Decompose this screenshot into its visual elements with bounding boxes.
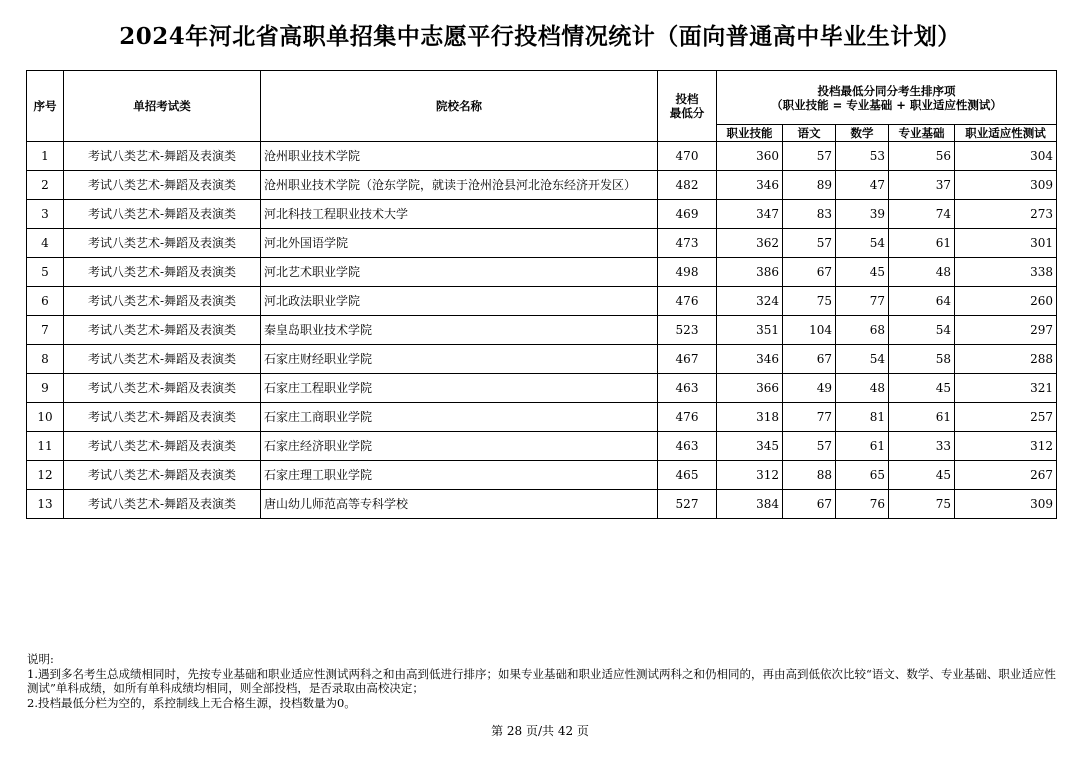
cell-seq: 7: [27, 316, 64, 345]
cell-chinese: 77: [783, 403, 836, 432]
cell-category: 考试八类艺术-舞蹈及表演类: [64, 229, 261, 258]
table-row: [27, 229, 1057, 258]
cell-skill: 346: [717, 171, 783, 200]
table-row: [27, 345, 1057, 374]
cell-adapt: 288: [955, 345, 1057, 374]
cell-min-score: 476: [658, 287, 717, 316]
cell-skill: 360: [717, 142, 783, 171]
cell-math: 61: [836, 432, 889, 461]
cell-min-score: 473: [658, 229, 717, 258]
cell-adapt: 260: [955, 287, 1057, 316]
cell-school: 石家庄工程职业学院: [261, 374, 658, 403]
header-seq: 序号: [27, 71, 64, 142]
cell-skill: 347: [717, 200, 783, 229]
cell-min-score: 476: [658, 403, 717, 432]
cell-base: 37: [889, 171, 955, 200]
cell-chinese: 67: [783, 258, 836, 287]
cell-math: 68: [836, 316, 889, 345]
header-chinese: 语文: [783, 125, 836, 142]
table-row: [27, 403, 1057, 432]
header-rank-group-line1: 投档最低分同分考生排序项: [817, 83, 956, 98]
cell-base: 54: [889, 316, 955, 345]
cell-math: 39: [836, 200, 889, 229]
header-base: 专业基础: [889, 125, 955, 142]
cell-seq: 1: [27, 142, 64, 171]
cell-chinese: 67: [783, 345, 836, 374]
cell-category: 考试八类艺术-舞蹈及表演类: [64, 432, 261, 461]
cell-skill: 346: [717, 345, 783, 374]
cell-min-score: 523: [658, 316, 717, 345]
cell-min-score: 470: [658, 142, 717, 171]
header-rank-group: [717, 71, 1057, 125]
page-title: 2024年河北省高职单招集中志愿平行投档情况统计（面向普通高中毕业生计划）: [119, 23, 961, 50]
cell-adapt: 309: [955, 490, 1057, 519]
cell-school: 沧州职业技术学院: [261, 142, 658, 171]
cell-skill: 324: [717, 287, 783, 316]
cell-skill: 318: [717, 403, 783, 432]
cell-base: 61: [889, 403, 955, 432]
header-min-score: 投档 最低分: [658, 71, 717, 142]
table-row: [27, 171, 1057, 200]
cell-school: 石家庄经济职业学院: [261, 432, 658, 461]
cell-math: 81: [836, 403, 889, 432]
cell-skill: 345: [717, 432, 783, 461]
cell-adapt: 304: [955, 142, 1057, 171]
cell-adapt: 301: [955, 229, 1057, 258]
cell-school: 石家庄财经职业学院: [261, 345, 658, 374]
cell-school: 河北政法职业学院: [261, 287, 658, 316]
header-math: 数学: [836, 125, 889, 142]
cell-school: 石家庄理工职业学院: [261, 461, 658, 490]
cell-base: 48: [889, 258, 955, 287]
cell-category: 考试八类艺术-舞蹈及表演类: [64, 142, 261, 171]
cell-seq: 12: [27, 461, 64, 490]
header-adapt: 职业适应性测试: [955, 125, 1057, 142]
cell-min-score: 463: [658, 374, 717, 403]
cell-adapt: 257: [955, 403, 1057, 432]
cell-skill: 362: [717, 229, 783, 258]
header-skill: 职业技能: [717, 125, 783, 142]
cell-chinese: 88: [783, 461, 836, 490]
cell-adapt: 273: [955, 200, 1057, 229]
cell-adapt: 297: [955, 316, 1057, 345]
cell-adapt: 338: [955, 258, 1057, 287]
cell-adapt: 321: [955, 374, 1057, 403]
cell-math: 77: [836, 287, 889, 316]
cell-min-score: 467: [658, 345, 717, 374]
cell-seq: 8: [27, 345, 64, 374]
cell-min-score: 498: [658, 258, 717, 287]
table-row: [27, 200, 1057, 229]
cell-school: 秦皇岛职业技术学院: [261, 316, 658, 345]
cell-base: 75: [889, 490, 955, 519]
cell-seq: 10: [27, 403, 64, 432]
notes-heading: 说明:: [27, 652, 54, 666]
cell-school: 石家庄工商职业学院: [261, 403, 658, 432]
cell-base: 45: [889, 461, 955, 490]
cell-math: 45: [836, 258, 889, 287]
table-row: [27, 490, 1057, 519]
cell-math: 47: [836, 171, 889, 200]
cell-category: 考试八类艺术-舞蹈及表演类: [64, 374, 261, 403]
cell-adapt: 309: [955, 171, 1057, 200]
cell-skill: 384: [717, 490, 783, 519]
cell-chinese: 75: [783, 287, 836, 316]
cell-math: 54: [836, 229, 889, 258]
table-row: [27, 432, 1057, 461]
cell-base: 45: [889, 374, 955, 403]
cell-chinese: 57: [783, 229, 836, 258]
cell-math: 65: [836, 461, 889, 490]
cell-category: 考试八类艺术-舞蹈及表演类: [64, 490, 261, 519]
cell-chinese: 57: [783, 142, 836, 171]
cell-category: 考试八类艺术-舞蹈及表演类: [64, 200, 261, 229]
cell-base: 58: [889, 345, 955, 374]
cell-adapt: 312: [955, 432, 1057, 461]
cell-min-score: 465: [658, 461, 717, 490]
cell-chinese: 57: [783, 432, 836, 461]
cell-chinese: 49: [783, 374, 836, 403]
notes: [27, 652, 1057, 710]
cell-base: 74: [889, 200, 955, 229]
cell-seq: 11: [27, 432, 64, 461]
cell-category: 考试八类艺术-舞蹈及表演类: [64, 461, 261, 490]
cell-skill: 351: [717, 316, 783, 345]
table-row: [27, 316, 1057, 345]
cell-category: 考试八类艺术-舞蹈及表演类: [64, 403, 261, 432]
cell-skill: 386: [717, 258, 783, 287]
table-body: [27, 142, 1057, 519]
cell-skill: 312: [717, 461, 783, 490]
table-row: [27, 287, 1057, 316]
cell-min-score: 482: [658, 171, 717, 200]
table-row: [27, 374, 1057, 403]
cell-seq: 9: [27, 374, 64, 403]
cell-category: 考试八类艺术-舞蹈及表演类: [64, 258, 261, 287]
cell-math: 48: [836, 374, 889, 403]
cell-seq: 6: [27, 287, 64, 316]
cell-seq: 4: [27, 229, 64, 258]
cell-skill: 366: [717, 374, 783, 403]
cell-seq: 2: [27, 171, 64, 200]
cell-school: 河北外国语学院: [261, 229, 658, 258]
cell-seq: 5: [27, 258, 64, 287]
table-row: [27, 142, 1057, 171]
cell-chinese: 67: [783, 490, 836, 519]
header-rank-group-line2: （职业技能 = 专业基础 + 职业适应性测试）: [771, 97, 1002, 112]
cell-seq: 13: [27, 490, 64, 519]
cell-seq: 3: [27, 200, 64, 229]
cell-chinese: 83: [783, 200, 836, 229]
cell-category: 考试八类艺术-舞蹈及表演类: [64, 316, 261, 345]
cell-category: 考试八类艺术-舞蹈及表演类: [64, 287, 261, 316]
cell-school: 唐山幼儿师范高等专科学校: [261, 490, 658, 519]
cell-base: 56: [889, 142, 955, 171]
header-school: 院校名称: [261, 71, 658, 142]
notes-line-1: 1.遇到多名考生总成绩相同时，先按专业基础和职业适应性测试两科之和由高到低进行排序；如果专业基础和职业适应性测试两科之和仍相同的，再由高到低依次比较“语文、数学、专业基础、职业适应性测试”单科成绩，如所有单科成绩均相同，则全部投档，是否录取由高校决定；: [27, 666, 1056, 695]
cell-category: 考试八类艺术-舞蹈及表演类: [64, 171, 261, 200]
notes-line-2: 2.投档最低分栏为空的，系控制线上无合格生源，投档数量为0。: [27, 695, 356, 710]
cell-base: 61: [889, 229, 955, 258]
header-category: 单招考试类: [64, 71, 261, 142]
cell-min-score: 463: [658, 432, 717, 461]
cell-min-score: 527: [658, 490, 717, 519]
cell-adapt: 267: [955, 461, 1057, 490]
table-row: [27, 461, 1057, 490]
cell-math: 53: [836, 142, 889, 171]
cell-math: 76: [836, 490, 889, 519]
table-row: [27, 258, 1057, 287]
cell-math: 54: [836, 345, 889, 374]
cell-chinese: 104: [783, 316, 836, 345]
cell-school: 沧州职业技术学院（沧东学院，就读于沧州沧县河北沧东经济开发区）: [261, 171, 658, 200]
cell-school: 河北科技工程职业技术大学: [261, 200, 658, 229]
admission-table: [26, 70, 1057, 519]
cell-min-score: 469: [658, 200, 717, 229]
cell-chinese: 89: [783, 171, 836, 200]
cell-base: 33: [889, 432, 955, 461]
cell-school: 河北艺术职业学院: [261, 258, 658, 287]
page-number: 第 28 页/共 42 页: [491, 724, 589, 738]
cell-category: 考试八类艺术-舞蹈及表演类: [64, 345, 261, 374]
cell-base: 64: [889, 287, 955, 316]
